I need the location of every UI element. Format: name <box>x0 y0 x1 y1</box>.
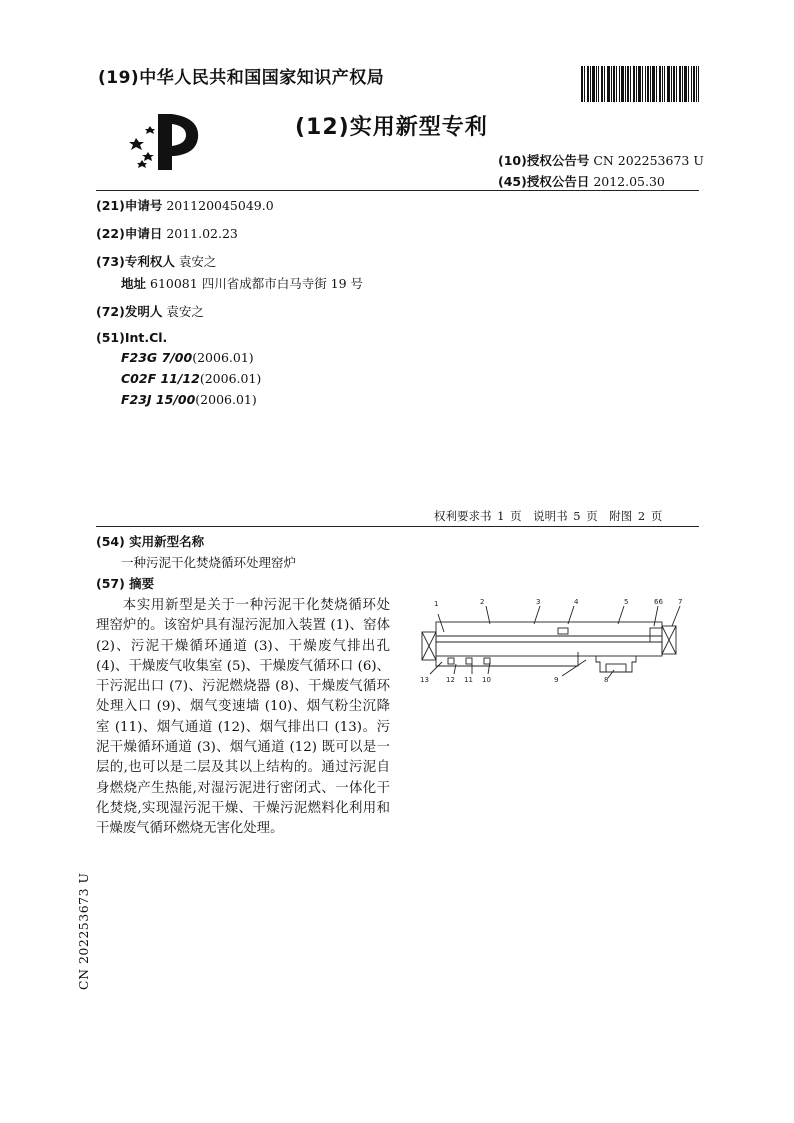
intcl-label: (51)Int.Cl. <box>96 330 168 345</box>
section-divider <box>96 526 699 527</box>
application-date-label: (22)申请日 <box>96 226 163 241</box>
drawing-label-8: 8 <box>604 676 609 684</box>
publication-date-label: (45)授权公告日 <box>498 174 590 189</box>
utility-model-title: 一种污泥干化焚烧循环处理窑炉 <box>121 555 297 570</box>
patentee: 袁安之 <box>178 254 217 269</box>
ipc-code: F23G 7/00 <box>121 350 193 365</box>
ipc-version: (2006.01) <box>199 371 262 386</box>
drawing-label-11: 11 <box>464 676 473 684</box>
document-type: (12)实用新型专利 <box>295 115 488 140</box>
application-number: 201120045049.0 <box>166 198 274 213</box>
patentee-row <box>96 252 216 270</box>
drawing-label-12: 12 <box>446 676 455 684</box>
application-number-label: (21)申请号 <box>96 198 163 213</box>
drawing-label-7: 7 <box>678 598 683 606</box>
kiln-drawing <box>418 592 700 684</box>
abstract-label: (57) 摘要 <box>96 576 155 591</box>
side-publication-number: CN 202253673 U <box>76 872 91 990</box>
application-date-row <box>96 224 238 242</box>
publication-number-row <box>498 151 704 169</box>
drawing-label-9: 9 <box>554 676 559 684</box>
inventor-label: (72)发明人 <box>96 304 163 319</box>
application-number-row <box>96 196 274 214</box>
patentee-label: (73)专利权人 <box>96 254 175 269</box>
ipc-version: (2006.01) <box>195 392 257 407</box>
publication-date: 2012.05.30 <box>593 174 665 189</box>
ipc-entry <box>121 350 254 365</box>
ipc-code: C02F 11/12 <box>121 371 200 386</box>
address-row <box>121 274 363 292</box>
drawing-label-4: 4 <box>574 598 579 606</box>
drawing-label-5: 5 <box>624 598 629 606</box>
address: 610081 四川省成都市白马寺街 19 号 <box>150 276 364 291</box>
publication-number: CN 202253673 U <box>593 153 704 168</box>
drawing-label-10: 10 <box>482 676 491 684</box>
address-label: 地址 <box>121 276 147 291</box>
utility-model-name-label: (54) 实用新型名称 <box>96 534 205 549</box>
inventor-row <box>96 302 204 320</box>
inventor: 袁安之 <box>166 304 204 319</box>
application-date: 2011.02.23 <box>166 226 238 241</box>
drawing-label-3: 3 <box>536 598 541 606</box>
drawing-label-13: 13 <box>420 676 429 684</box>
ipc-code: F23J 15/00 <box>121 392 196 407</box>
publication-date-row <box>498 172 665 190</box>
office-logo <box>128 108 204 172</box>
drawing-label-1: 1 <box>434 600 439 608</box>
office-name: (19)中华人民共和国国家知识产权局 <box>98 68 385 88</box>
drawing-label-2: 2 <box>480 598 485 606</box>
barcode <box>581 66 699 102</box>
ipc-entry <box>121 392 257 407</box>
ipc-version: (2006.01) <box>192 350 254 365</box>
header-divider <box>96 190 699 191</box>
publication-number-label: (10)授权公告号 <box>498 153 590 168</box>
drawing-label-6: 66 <box>654 598 663 606</box>
abstract-text: 本实用新型是关于一种污泥干化焚烧循环处理窑炉的。该窑炉具有湿污泥加入装置 (1)、窑体 (2)、污泥干燥循环通道 (3)、干燥废气排出孔 (4)、干燥废气收集室 (5)、干燥废气循环口 (6)、干污泥出口 (7)、污泥燃烧器 (8)、干燥废气循环处理入口 (9)、烟气变速墙 (10)、烟气粉尘沉降室 (11)、烟气通道 (12)、烟气排出口 (13)。污泥干燥循环通道 (3)、烟气通道 (12) 既可以是一层的,也可以是二层及其以上结构的。通过污泥自身燃烧产生热能,对湿污泥进行密闭式、一体化干化焚烧,实现湿污泥干燥、干燥污泥燃料化利用和干燥废气循环燃烧无害化处理。 <box>96 598 390 837</box>
ipc-entry <box>121 371 261 386</box>
page-count-info: 权利要求书 1 页 说明书 5 页 附图 2 页 <box>434 509 663 523</box>
